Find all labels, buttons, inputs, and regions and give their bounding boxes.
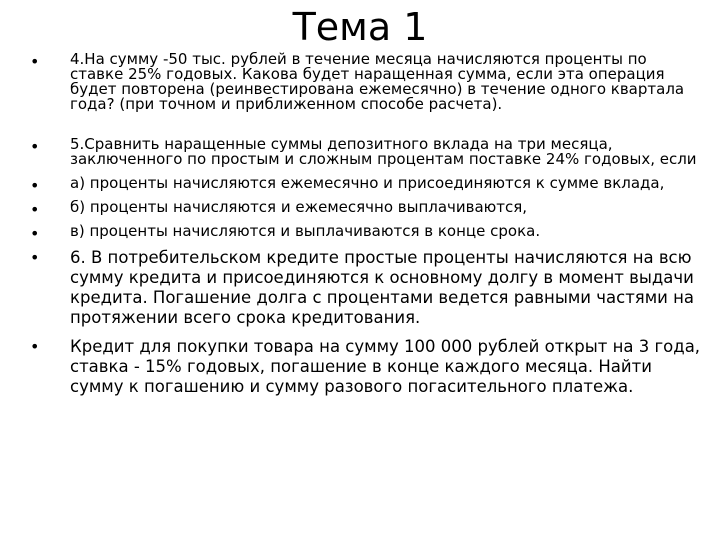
task-6-text: 6. В потребительском кредите простые проценты начисляются на всю сумму кредита и присоединяются к основному долгу в момент выдачи кредита. Погашение долга с процентами ведется равными частями на протяжении всего срока кредитования. [70, 248, 695, 327]
list-item-credit-task [24, 337, 704, 397]
bullet-icon: • [30, 200, 40, 219]
task-5-text: 5.Сравнить наращенные суммы депозитного вклада на три месяца, заключенного по простым и сложным процентам поставке 24% годовых, если [70, 135, 697, 168]
bullet-icon: • [30, 224, 40, 243]
list-item-task-4 [24, 52, 704, 112]
bullet-list [24, 52, 704, 397]
list-item-option-c [24, 222, 704, 243]
bullet-icon: • [30, 248, 40, 267]
list-item-option-a [24, 174, 704, 195]
bullet-icon: • [30, 52, 40, 71]
slide-title: Тема 1 [292, 5, 428, 49]
credit-task-text: Кредит для покупки товара на сумму 100 000 рублей открыт на 3 года, ставка - 15% годовых, погашение в конце каждого месяца. Найти сумму к погашению и сумму разового погасительного платежа. [70, 337, 701, 396]
list-item-task-5 [24, 137, 704, 167]
option-a-text: а) проценты начисляются ежемесячно и присоединяются к сумме вклада, [70, 174, 665, 192]
list-item-option-b [24, 198, 704, 219]
bullet-icon: • [30, 176, 40, 195]
option-c-text: в) проценты начисляются и выплачиваются в конце срока. [70, 222, 541, 240]
task-4-text: 4.На сумму -50 тыс. рублей в течение месяца начисляются проценты по ставке 25% годовых. Какова будет наращенная сумма, если эта операция будет повторена (реинвестирована ежемесячно) в течение одного квартала года? (при точном и приближенном способе расчета). [70, 50, 685, 113]
option-b-text: б) проценты начисляются и ежемесячно выплачиваются, [70, 198, 528, 216]
bullet-icon: • [30, 337, 40, 356]
list-item-task-6 [24, 248, 704, 328]
bullet-icon: • [30, 137, 40, 156]
